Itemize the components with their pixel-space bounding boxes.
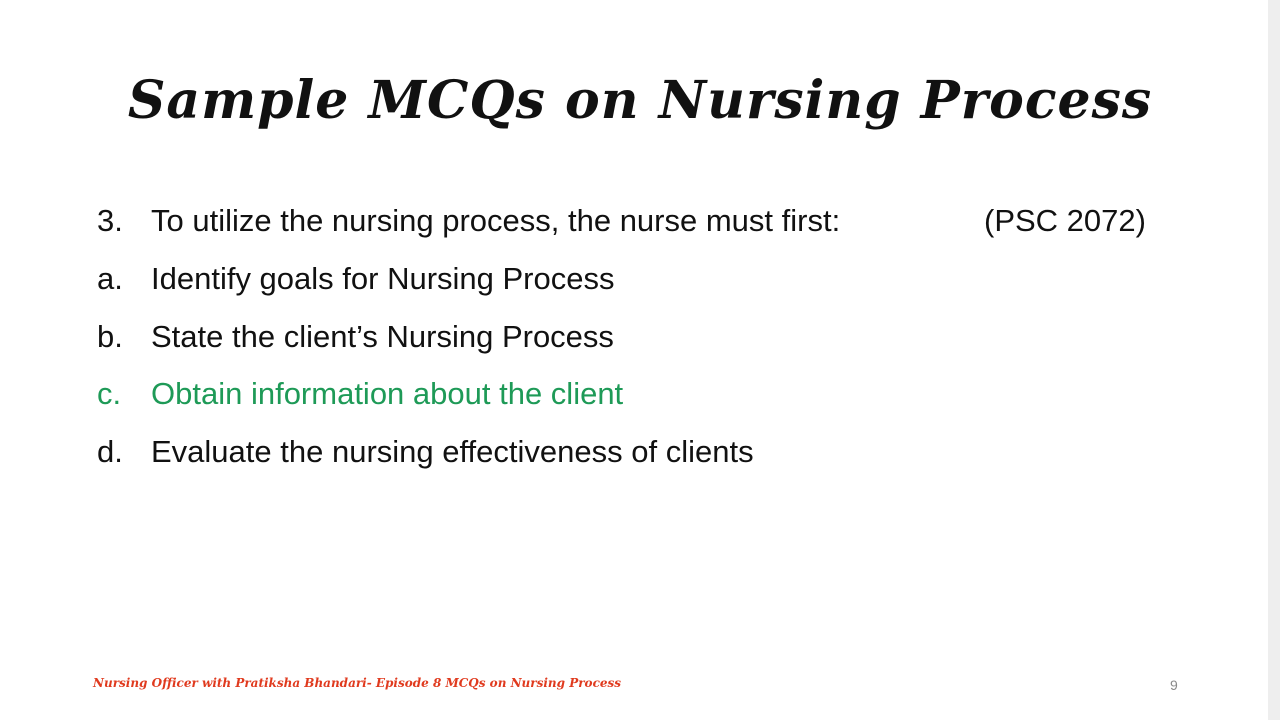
- option-b: [0, 314, 1280, 360]
- option-text: Identify goals for Nursing Process: [151, 261, 615, 296]
- slide-title: Sample MCQs on Nursing Process: [127, 70, 1153, 131]
- slide-footer: Nursing Officer with Pratiksha Bhandari- Episode 8 MCQs on Nursing Process: [93, 676, 622, 690]
- question-row: [0, 198, 1280, 244]
- option-marker: c.: [97, 376, 122, 411]
- option-d: [0, 429, 1280, 475]
- page-number: 9: [1170, 677, 1178, 693]
- option-a: [0, 256, 1280, 302]
- question-source: (PSC 2072): [984, 203, 1146, 238]
- option-text: Obtain information about the client: [151, 376, 624, 411]
- option-c-correct-answer: [0, 371, 1280, 417]
- option-marker: a.: [97, 261, 123, 296]
- option-marker: d.: [97, 434, 123, 469]
- question-text: To utilize the nursing process, the nurse must first:: [151, 203, 841, 238]
- option-text: State the client’s Nursing Process: [151, 319, 614, 354]
- question-number: 3.: [97, 203, 123, 238]
- option-marker: b.: [97, 319, 123, 354]
- option-text: Evaluate the nursing effectiveness of clients: [151, 434, 754, 469]
